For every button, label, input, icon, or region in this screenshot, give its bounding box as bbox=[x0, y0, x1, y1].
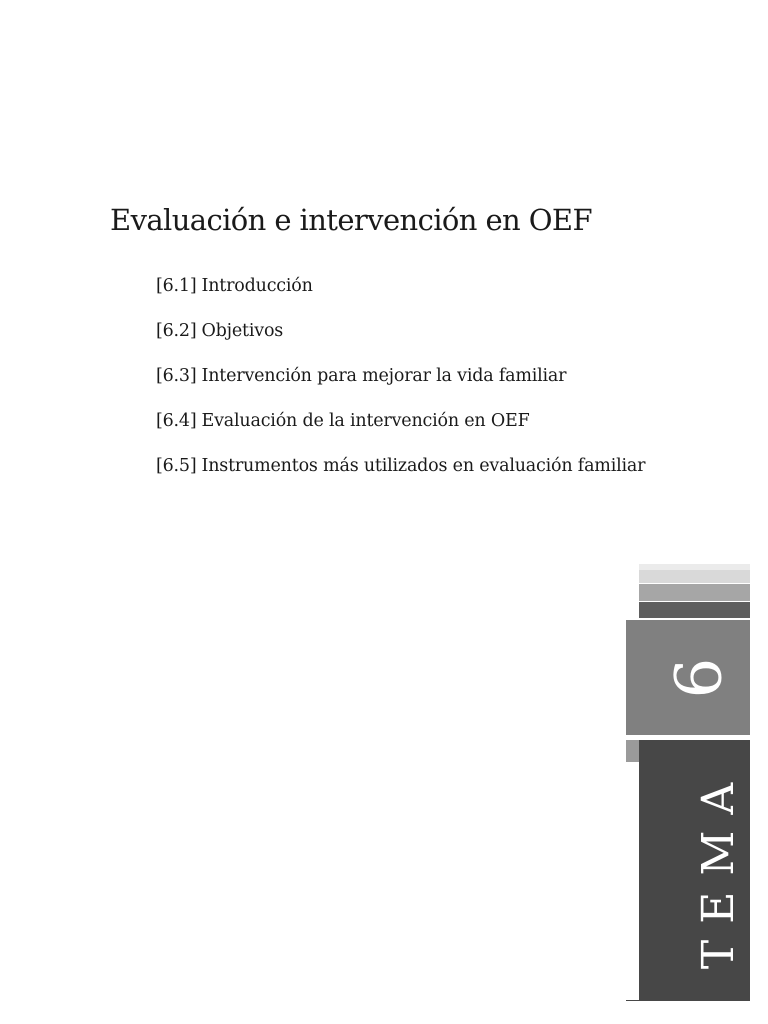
chapter-word-block bbox=[639, 740, 750, 1000]
toc-item-label: Evaluación de la intervención en OEF bbox=[201, 411, 530, 431]
chapter-number: 6 bbox=[662, 657, 737, 698]
toc-item[interactable] bbox=[156, 270, 645, 302]
toc-item-label: Objetivos bbox=[201, 321, 284, 341]
toc-item-label: Instrumentos más utilizados en evaluación familiar bbox=[201, 456, 646, 476]
toc-item[interactable] bbox=[156, 450, 645, 482]
chapter-number-block bbox=[626, 620, 750, 735]
chapter-title: Evaluación e intervención en OEF bbox=[110, 203, 592, 237]
toc-item-number: [6.3] bbox=[156, 366, 197, 386]
table-of-contents bbox=[156, 270, 645, 495]
toc-item[interactable] bbox=[156, 360, 645, 392]
tab-baseline bbox=[626, 1000, 750, 1001]
toc-item-label: Intervención para mejorar la vida familiar bbox=[201, 366, 567, 386]
toc-item[interactable] bbox=[156, 405, 645, 437]
toc-item-number: [6.1] bbox=[156, 276, 197, 296]
toc-item-number: [6.5] bbox=[156, 456, 197, 476]
toc-item[interactable] bbox=[156, 315, 645, 347]
toc-item-label: Introducción bbox=[201, 276, 313, 296]
chapter-word: TEMA bbox=[693, 766, 744, 970]
tab-notch bbox=[626, 740, 639, 762]
tab-stripe-mid bbox=[639, 584, 750, 601]
toc-item-number: [6.4] bbox=[156, 411, 197, 431]
toc-item-number: [6.2] bbox=[156, 321, 197, 341]
tab-stripe-dark bbox=[639, 602, 750, 618]
tab-stripe-light bbox=[639, 570, 750, 583]
